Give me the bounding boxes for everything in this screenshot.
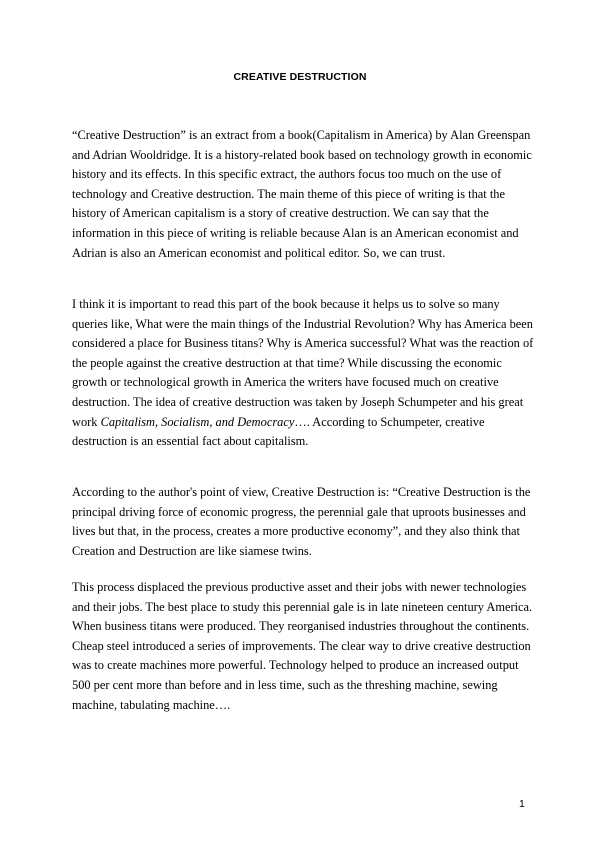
paragraph-1 (72, 126, 534, 263)
paragraph-line: This process displaced the previous productive asset and their jobs with newer technologies (72, 580, 527, 594)
paragraph-4 (72, 578, 534, 715)
paragraph-line: principal driving force of economic progress, the perennial gale that uproots businesses and (72, 504, 526, 519)
paragraph-line: machine, tabulating machine…. (72, 697, 231, 712)
paragraph-line: According to the author's point of view, Creative Destruction is: “Creative Destruction is the (72, 485, 531, 499)
paragraph-line: and their jobs. The best place to study this perennial gale is in late nineteen century America. (72, 599, 533, 614)
paragraph-line: “Creative Destruction” is an extract from a book(Capitalism in America) by Alan Greenspan (72, 128, 531, 142)
paragraph-line: was to create machines more powerful. Technology helped to produce an increased output (72, 658, 519, 673)
paragraph-line: Creation and Destruction are like siamese twins. (72, 543, 312, 558)
paragraph-line: Cheap steel introduced a series of improvements. The clear way to drive creative destruction (72, 638, 531, 653)
paragraph-line: queries like, What were the main things of the Industrial Revolution? Why has America been (72, 316, 533, 331)
paragraph-line: lives but that, in the process, creates a more productive economy”, and they also think that (72, 524, 520, 539)
paragraph-line: I think it is important to read this part of the book because it helps us to solve so many (72, 297, 500, 311)
paragraph-2 (72, 295, 534, 452)
paragraph-line: growth or technological growth in America the writers have focused much on creative (72, 375, 499, 390)
paragraph-line: Adrian is also an American economist and political editor. So, we can trust. (72, 245, 446, 260)
paragraph-line: destruction. The idea of creative destruction was taken by Joseph Schumpeter and his great (72, 394, 524, 409)
paragraph-line: technology and Creative destruction. The main theme of this piece of writing is that the (72, 186, 505, 201)
paragraph-line: information in this piece of writing is reliable because Alan is an American economist and (72, 225, 519, 240)
book-title: Capitalism, Socialism, and Democracy (100, 414, 295, 429)
paragraph-3 (72, 483, 534, 561)
line-prefix: work (72, 414, 101, 429)
paragraph-line: and Adrian Wooldridge. It is a history-related book based on technology growth in economic (72, 147, 532, 162)
paragraph-line: considered a place for Business titans? Why is America successful? What was the reaction of (72, 336, 534, 351)
paragraph-line: 500 per cent more than before and in less time, such as the threshing machine, sewing (72, 677, 498, 692)
paragraph-line: history and its effects. In this specific extract, the authors focus too much on the use of (72, 167, 502, 182)
paragraph-line: the people against the creative destruction at that time? While discussing the economic (72, 355, 502, 370)
paragraph-line: When business titans were produced. They reorganised industries throughout the continents. (72, 619, 530, 634)
line-suffix: …. According to Schumpeter, creative (294, 414, 485, 429)
document-title: CREATIVE DESTRUCTION (233, 71, 367, 83)
paragraph-line: history of American capitalism is a story of creative destruction. We can say that the (72, 206, 489, 221)
page-number: 1 (519, 798, 525, 810)
paragraph-line-with-book-title (72, 413, 534, 433)
paragraph-line: destruction is an essential fact about capitalism. (72, 434, 309, 449)
